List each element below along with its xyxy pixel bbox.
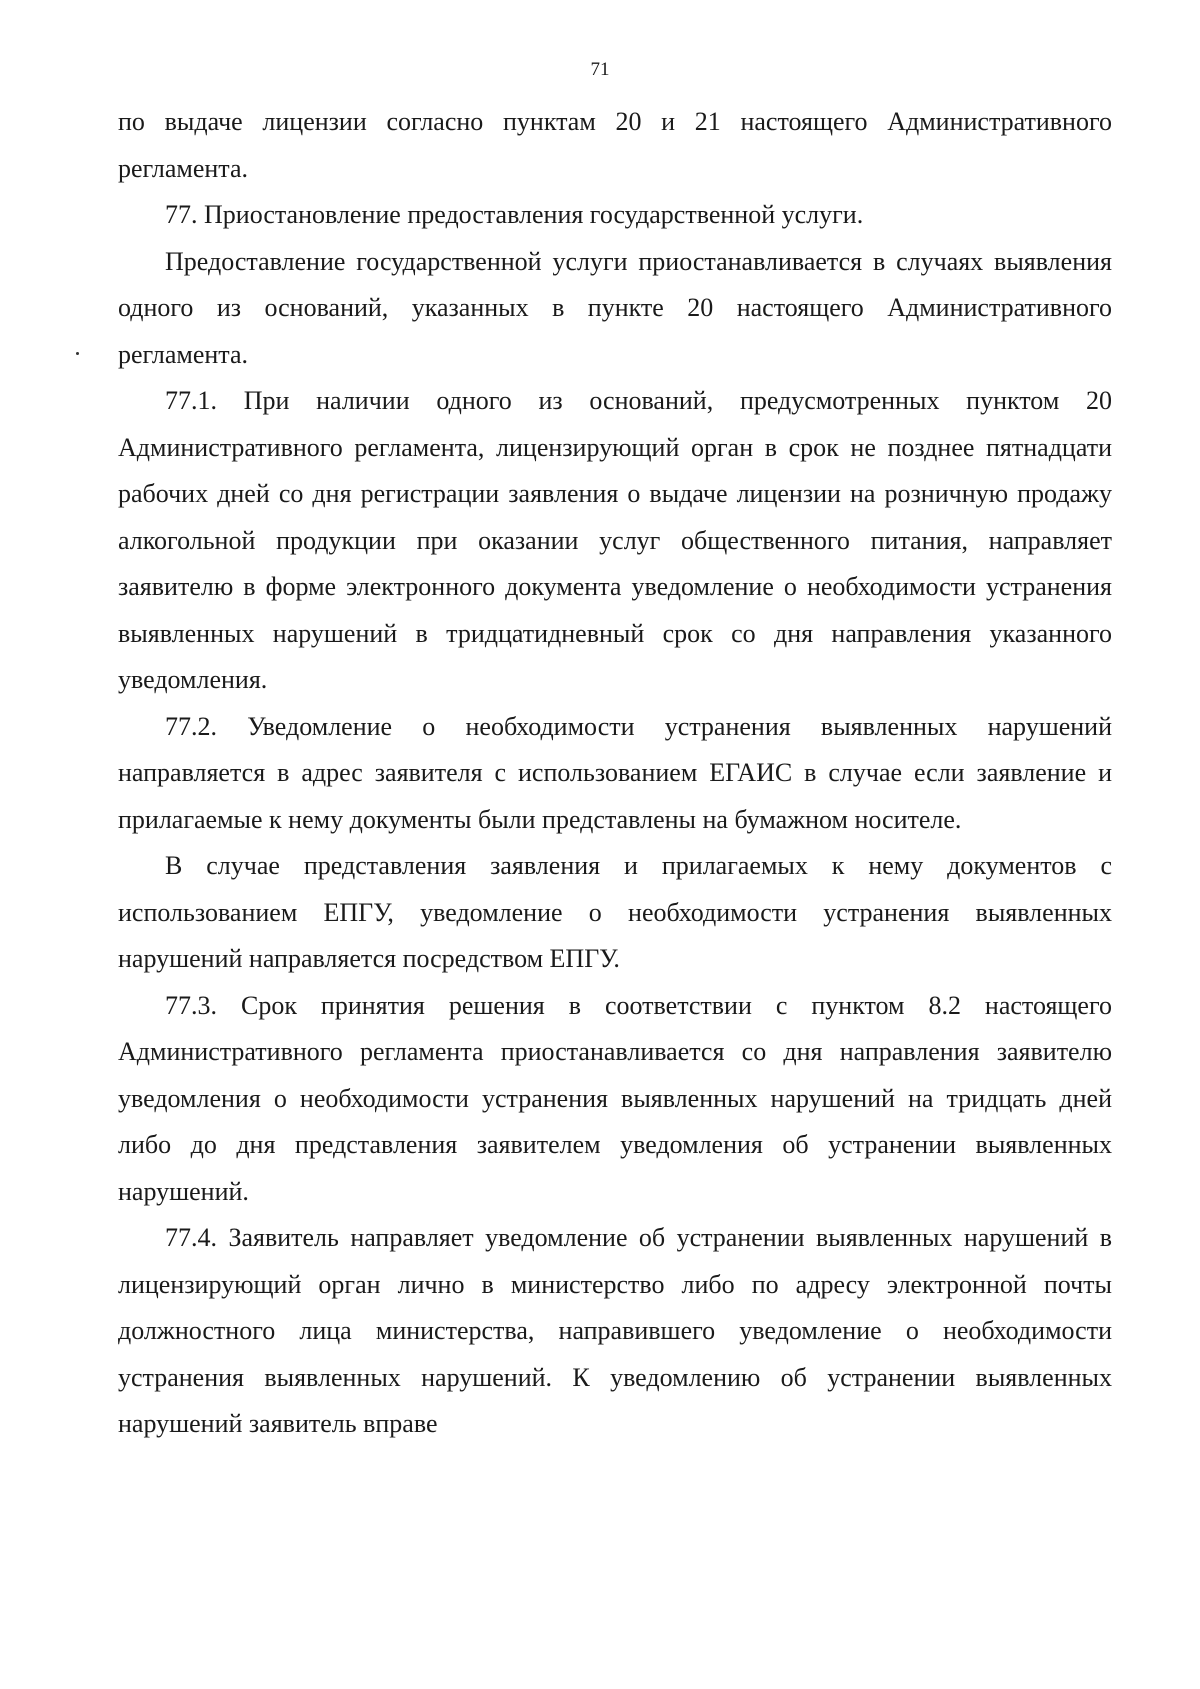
- paragraph-77-2: 77.2. Уведомление о необходимости устранения выявленных нарушений направляется в адрес заявителя с использованием ЕГАИС в случае если заявление и прилагаемые к нему документы были представлены на бумажном носителе.: [118, 711, 1112, 834]
- paragraph-0-continuation: по выдаче лицензии согласно пунктам 20 и 21 настоящего Административного регламента.: [118, 107, 1112, 183]
- paragraph-77-2-epgu: В случае представления заявления и прилагаемых к нему документов с использованием ЕПГУ, уведомление о необходимости устранения выявленных нарушений направляется посредством ЕПГУ.: [118, 851, 1112, 973]
- paragraph-77-3: 77.3. Срок принятия решения в соответствии с пунктом 8.2 настоящего Административного регламента приостанавливается со дня направления заявителю уведомления о необходимости устранения выявленных нарушений на тридцать дней либо до дня представления заявителем уведомления об устранении выявленных нарушений.: [118, 990, 1112, 1206]
- paragraph-77-1: 77.1. При наличии одного из оснований, предусмотренных пунктом 20 Административного регламента, лицензирующий орган в срок не позднее пятнадцати рабочих дней со дня регистрации заявления о выдаче лицензии на розничную продажу алкогольной продукции при оказании услуг общественного питания, направляет заявителю в форме электронного документа уведомление о необходимости устранения выявленных нарушений в тридцатидневный срок со дня направления указанного уведомления.: [118, 386, 1112, 694]
- scan-dot-mark: [76, 352, 79, 355]
- page-number: 71: [590, 59, 610, 80]
- paragraph-77-heading: 77. Приостановление предоставления государственной услуги.: [165, 200, 864, 229]
- paragraph-77-body: Предоставление государственной услуги приостанавливается в случаях выявления одного из оснований, указанных в пункте 20 настоящего Административного регламента.: [118, 246, 1112, 369]
- paragraph-77-4: 77.4. Заявитель направляет уведомление об устранении выявленных нарушений в лицензирующий орган лично в министерство либо по адресу электронной почты должностного лица министерства, направившего уведомление о необходимости устранения выявленных нарушений. К уведомлению об устранении выявленных нарушений заявитель вправе: [118, 1223, 1112, 1438]
- document-body: [118, 99, 1112, 1448]
